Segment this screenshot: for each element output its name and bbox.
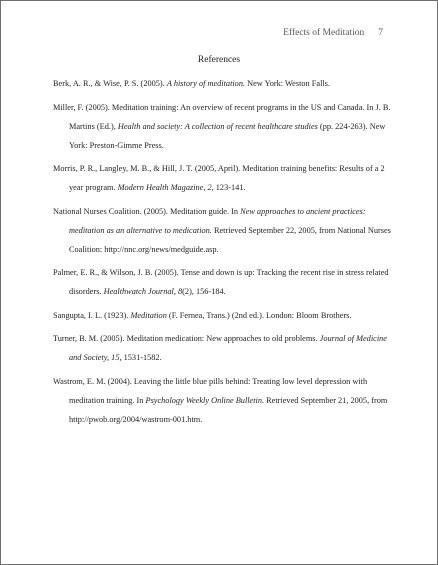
reference-entry: [53, 329, 393, 367]
references-heading: References: [197, 55, 241, 65]
reference-text-segment: Turner, B. M. (2005). Meditation medication: New approaches to old problems.: [53, 334, 320, 343]
reference-entry: [53, 159, 393, 197]
reference-text-segment: Palmer, E. R., & Wilson, J. B. (2005). Tense and down is up: Tracking the recent rise in stress related disorders.: [53, 268, 389, 296]
reference-text-segment: Miller, F. (2005). Meditation training: An overview of recent programs in the US and Canada. In J. B. Martins (Ed.),: [53, 102, 391, 131]
reference-italic-segment: A history of meditation.: [166, 79, 246, 88]
reference-italic-segment: Modern Health Magazine, 2,: [117, 183, 214, 192]
reference-text-segment: New York: Weston Falls.: [245, 79, 330, 88]
reference-entry: [53, 74, 393, 93]
reference-italic-segment: Healthwatch Journal, 8: [103, 287, 183, 296]
page-number: 7: [378, 28, 383, 38]
references-list: [53, 74, 393, 433]
reference-entry: [53, 263, 393, 301]
reference-text-segment: Sangupta, I. L. (1923).: [53, 310, 131, 320]
reference-text-segment: Retrieved September 21, 2005, from http://pwob.org/2004/wastrom-001.htm.: [69, 395, 388, 424]
reference-text-segment: (pp. 224-263). New York: Preston-Gimme Press.: [69, 121, 386, 150]
reference-text-segment: Retrieved September 22, 2005, from National Nurses Coalition: http://nnc.org/news/medguide.asp.: [69, 225, 391, 254]
reference-entry: [53, 98, 393, 155]
reference-italic-segment: Psychology Weekly Online Bulletin.: [145, 395, 265, 405]
reference-text-segment: National Nurses Coalition. (2005). Meditation guide. In: [53, 206, 241, 216]
running-head-title: Effects of Meditation: [283, 28, 365, 38]
reference-italic-segment: Journal of Medicine and Society, 15,: [69, 334, 387, 362]
reference-entry: [53, 202, 393, 259]
reference-entry: [53, 306, 393, 325]
reference-text-segment: Wastrom, E. M. (2004). Leaving the little blue pills behind: Treating low level depression with meditation training. In: [53, 376, 368, 405]
reference-italic-segment: New approaches to ancient practices: meditation as an alternative to medication.: [69, 206, 366, 235]
reference-text-segment: Berk, A. R., & Wise, P. S. (2005).: [53, 79, 167, 88]
reference-text-segment: 123-141.: [213, 183, 246, 192]
reference-text-segment: 1531-1582.: [121, 353, 162, 362]
reference-text-segment: (2), 156-184.: [182, 287, 226, 296]
reference-italic-segment: Health and society: A collection of recent healthcare studies: [117, 121, 318, 131]
reference-entry: [53, 372, 393, 429]
reference-italic-segment: Meditation: [130, 310, 167, 320]
reference-text-segment: (F. Fernea, Trans.) (2nd ed.). London: Bloom Brothers.: [166, 310, 352, 320]
running-header: [283, 28, 383, 38]
reference-text-segment: Morris, P. R., Langley, M. B., & Hill, J. T. (2005, April). Meditation training benefits: Results of a 2 year program.: [53, 164, 385, 192]
